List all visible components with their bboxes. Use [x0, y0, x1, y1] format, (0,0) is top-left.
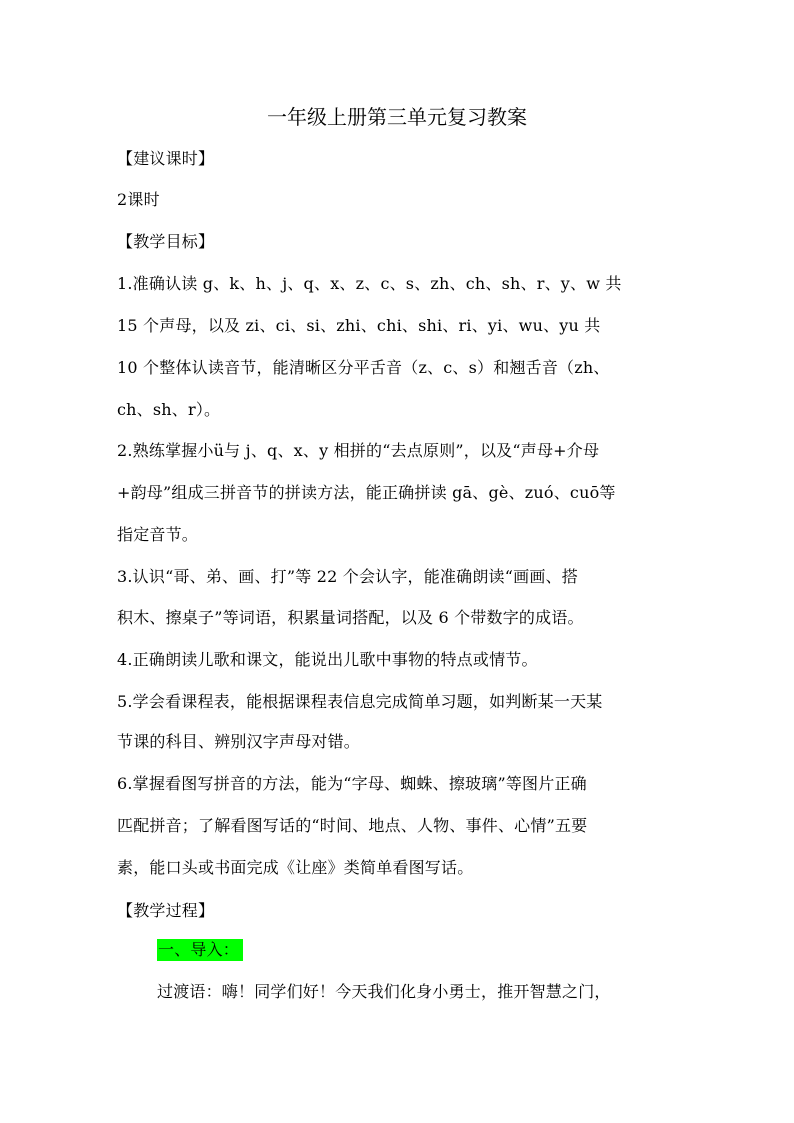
process-step-text: 过渡语：嗨！同学们好！今天我们化身小勇士，推开智慧之门， [157, 982, 611, 1001]
highlighted-step-title: 一、导入： [157, 939, 243, 961]
section-heading-suggested-hours: 【建议课时】 [117, 149, 215, 168]
objective-line: +韵母”组成三拼音节的拼读方法，能正确拼读 gā、gè、zuó、cuō等 [117, 483, 616, 502]
objective-line: 积木、擦桌子”等词语，积累量词搭配，以及 6 个带数字的成语。 [117, 608, 584, 627]
objective-line: 4.正确朗读儿歌和课文，能说出儿歌中事物的特点或情节。 [117, 650, 538, 669]
objective-line: 匹配拼音；了解看图写话的“时间、地点、人物、事件、心情”五要 [117, 816, 588, 835]
objective-line: 1.准确认读 g、k、h、j、q、x、z、c、s、zh、ch、sh、r、y、w 共 [117, 274, 622, 293]
objective-line: 15 个声母，以及 zi、ci、si、zhi、chi、shi、ri、yi、wu、yu 共 [117, 316, 601, 335]
objective-line: ch、sh、r）。 [117, 400, 221, 419]
objective-line: 6.掌握看图写拼音的方法，能为“字母、蜘蛛、擦玻璃”等图片正确 [117, 774, 587, 793]
objective-line: 素，能口头或书面完成《让座》类简单看图写话。 [117, 858, 474, 877]
objective-line: 2.熟练掌握小ü与 j、q、x、y 相拼的“去点原则”，以及“声母+介母 [117, 441, 600, 460]
section-heading-objectives: 【教学目标】 [117, 232, 215, 251]
objective-line: 节课的科目、辨别汉字声母对错。 [117, 732, 361, 751]
suggested-hours-value: 2课时 [117, 190, 160, 209]
section-heading-process: 【教学过程】 [117, 901, 215, 920]
document-title: 一年级上册第三单元复习教案 [267, 105, 527, 129]
objective-line: 指定音节。 [117, 525, 199, 544]
objective-line: 10 个整体认读音节，能清晰区分平舌音（z、c、s）和翘舌音（zh、 [117, 358, 610, 377]
process-step-heading [157, 939, 729, 961]
objective-line: 3.认识“哥、弟、画、打”等 22 个会认字，能准确朗读“画画、搭 [117, 567, 578, 586]
objective-line: 5.学会看课程表，能根据课程表信息完成简单习题，如判断某一天某 [117, 692, 603, 711]
